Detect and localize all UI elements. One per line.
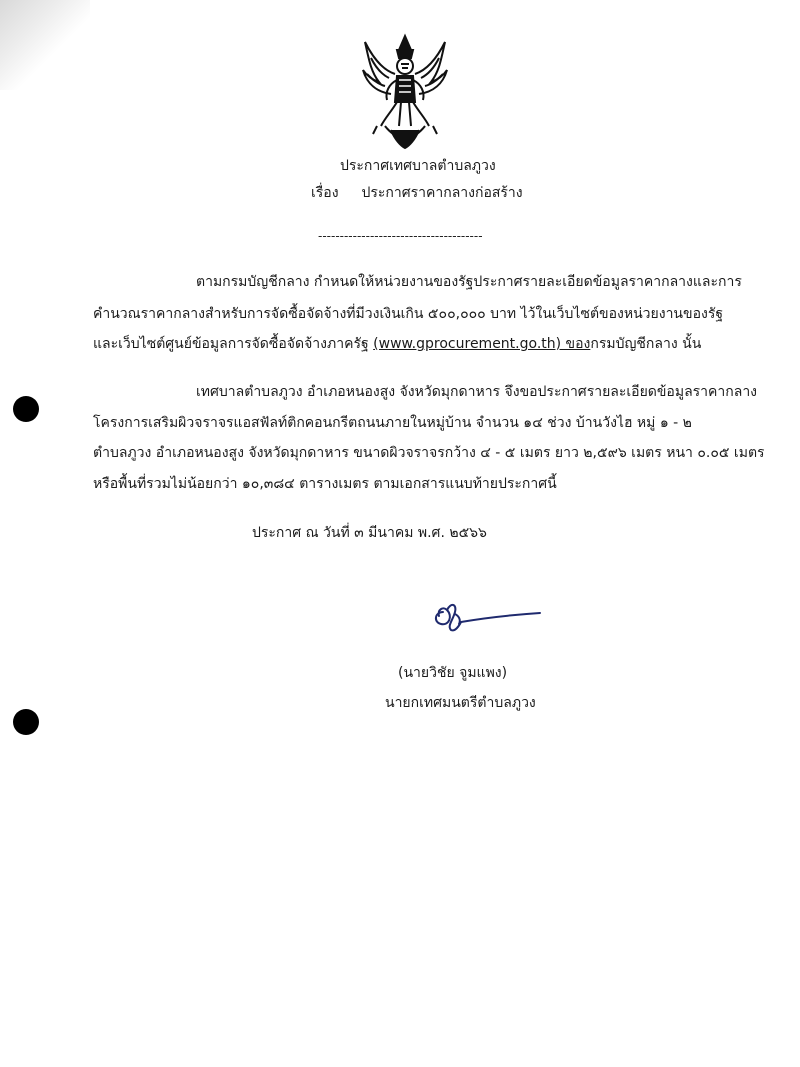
heading-divider: -------------------------------------- [318, 229, 483, 243]
paragraph1-line1: ตามกรมบัญชีกลาง กำหนดให้หน่วยงานของรัฐประกาศรายละเอียดข้อมูลราคากลางและการ [196, 274, 742, 290]
agency-heading: ประกาศเทศบาลตำบลภูวง [340, 158, 496, 174]
paragraph1-line3-prefix: และเว็บไซต์ศูนย์ข้อมูลการจัดซื้อจัดจ้างภาครัฐ [93, 336, 374, 352]
garuda-emblem-icon [355, 30, 455, 150]
paragraph1-line3-suffix: กรมบัญชีกลาง นั้น [590, 336, 702, 352]
paragraph1-line3 [93, 335, 701, 353]
signature-image [425, 592, 550, 642]
punch-hole-top [13, 396, 39, 422]
signatory-position: นายกเทศมนตรีตำบลภูวง [385, 695, 536, 711]
paragraph2-line4: หรือพื้นที่รวมไม่น้อยกว่า ๑๐,๓๘๔ ตารางเมตร ตามเอกสารแนบท้ายประกาศนี้ [93, 476, 557, 492]
paragraph2-line2: โครงการเสริมผิวจราจรแอสฟัลท์ติกคอนกรีตถนนภายในหมู่บ้าน จำนวน ๑๔ ช่วง บ้านวังไฮ หมู่ ๑ - ๒ [93, 415, 692, 431]
punch-hole-bottom [13, 709, 39, 735]
subject-line [311, 184, 523, 202]
paragraph2-line1: เทศบาลตำบลภูวง อำเภอหนองสูง จังหวัดมุกดาหาร จึงขอประกาศรายละเอียดข้อมูลราคากลาง [196, 384, 758, 400]
gprocurement-link[interactable]: (www.gprocurement.go.th) ของ [373, 336, 591, 352]
paragraph2-line3: ตำบลภูวง อำเภอหนองสูง จังหวัดมุกดาหาร ขนาดผิวจราจรกว้าง ๔ - ๕ เมตร ยาว ๒,๕๙๖ เมตร หนา ๐.๐๕ เมตร [93, 445, 765, 461]
page-shadow-corner [0, 0, 90, 90]
signatory-name: (นายวิชัย จูมแพง) [398, 665, 508, 681]
subject-label: เรื่อง [311, 185, 339, 201]
announcement-date: ประกาศ ณ วันที่ ๓ มีนาคม พ.ศ. ๒๕๖๖ [252, 525, 487, 541]
subject-text: ประกาศราคากลางก่อสร้าง [361, 185, 523, 201]
paragraph1-line2: คำนวณราคากลางสำหรับการจัดซื้อจัดจ้างที่มีวงเงินเกิน ๕๐๐,๐๐๐ บาท ไว้ในเว็บไซต์ของหน่วยงานของรัฐ [93, 306, 724, 322]
